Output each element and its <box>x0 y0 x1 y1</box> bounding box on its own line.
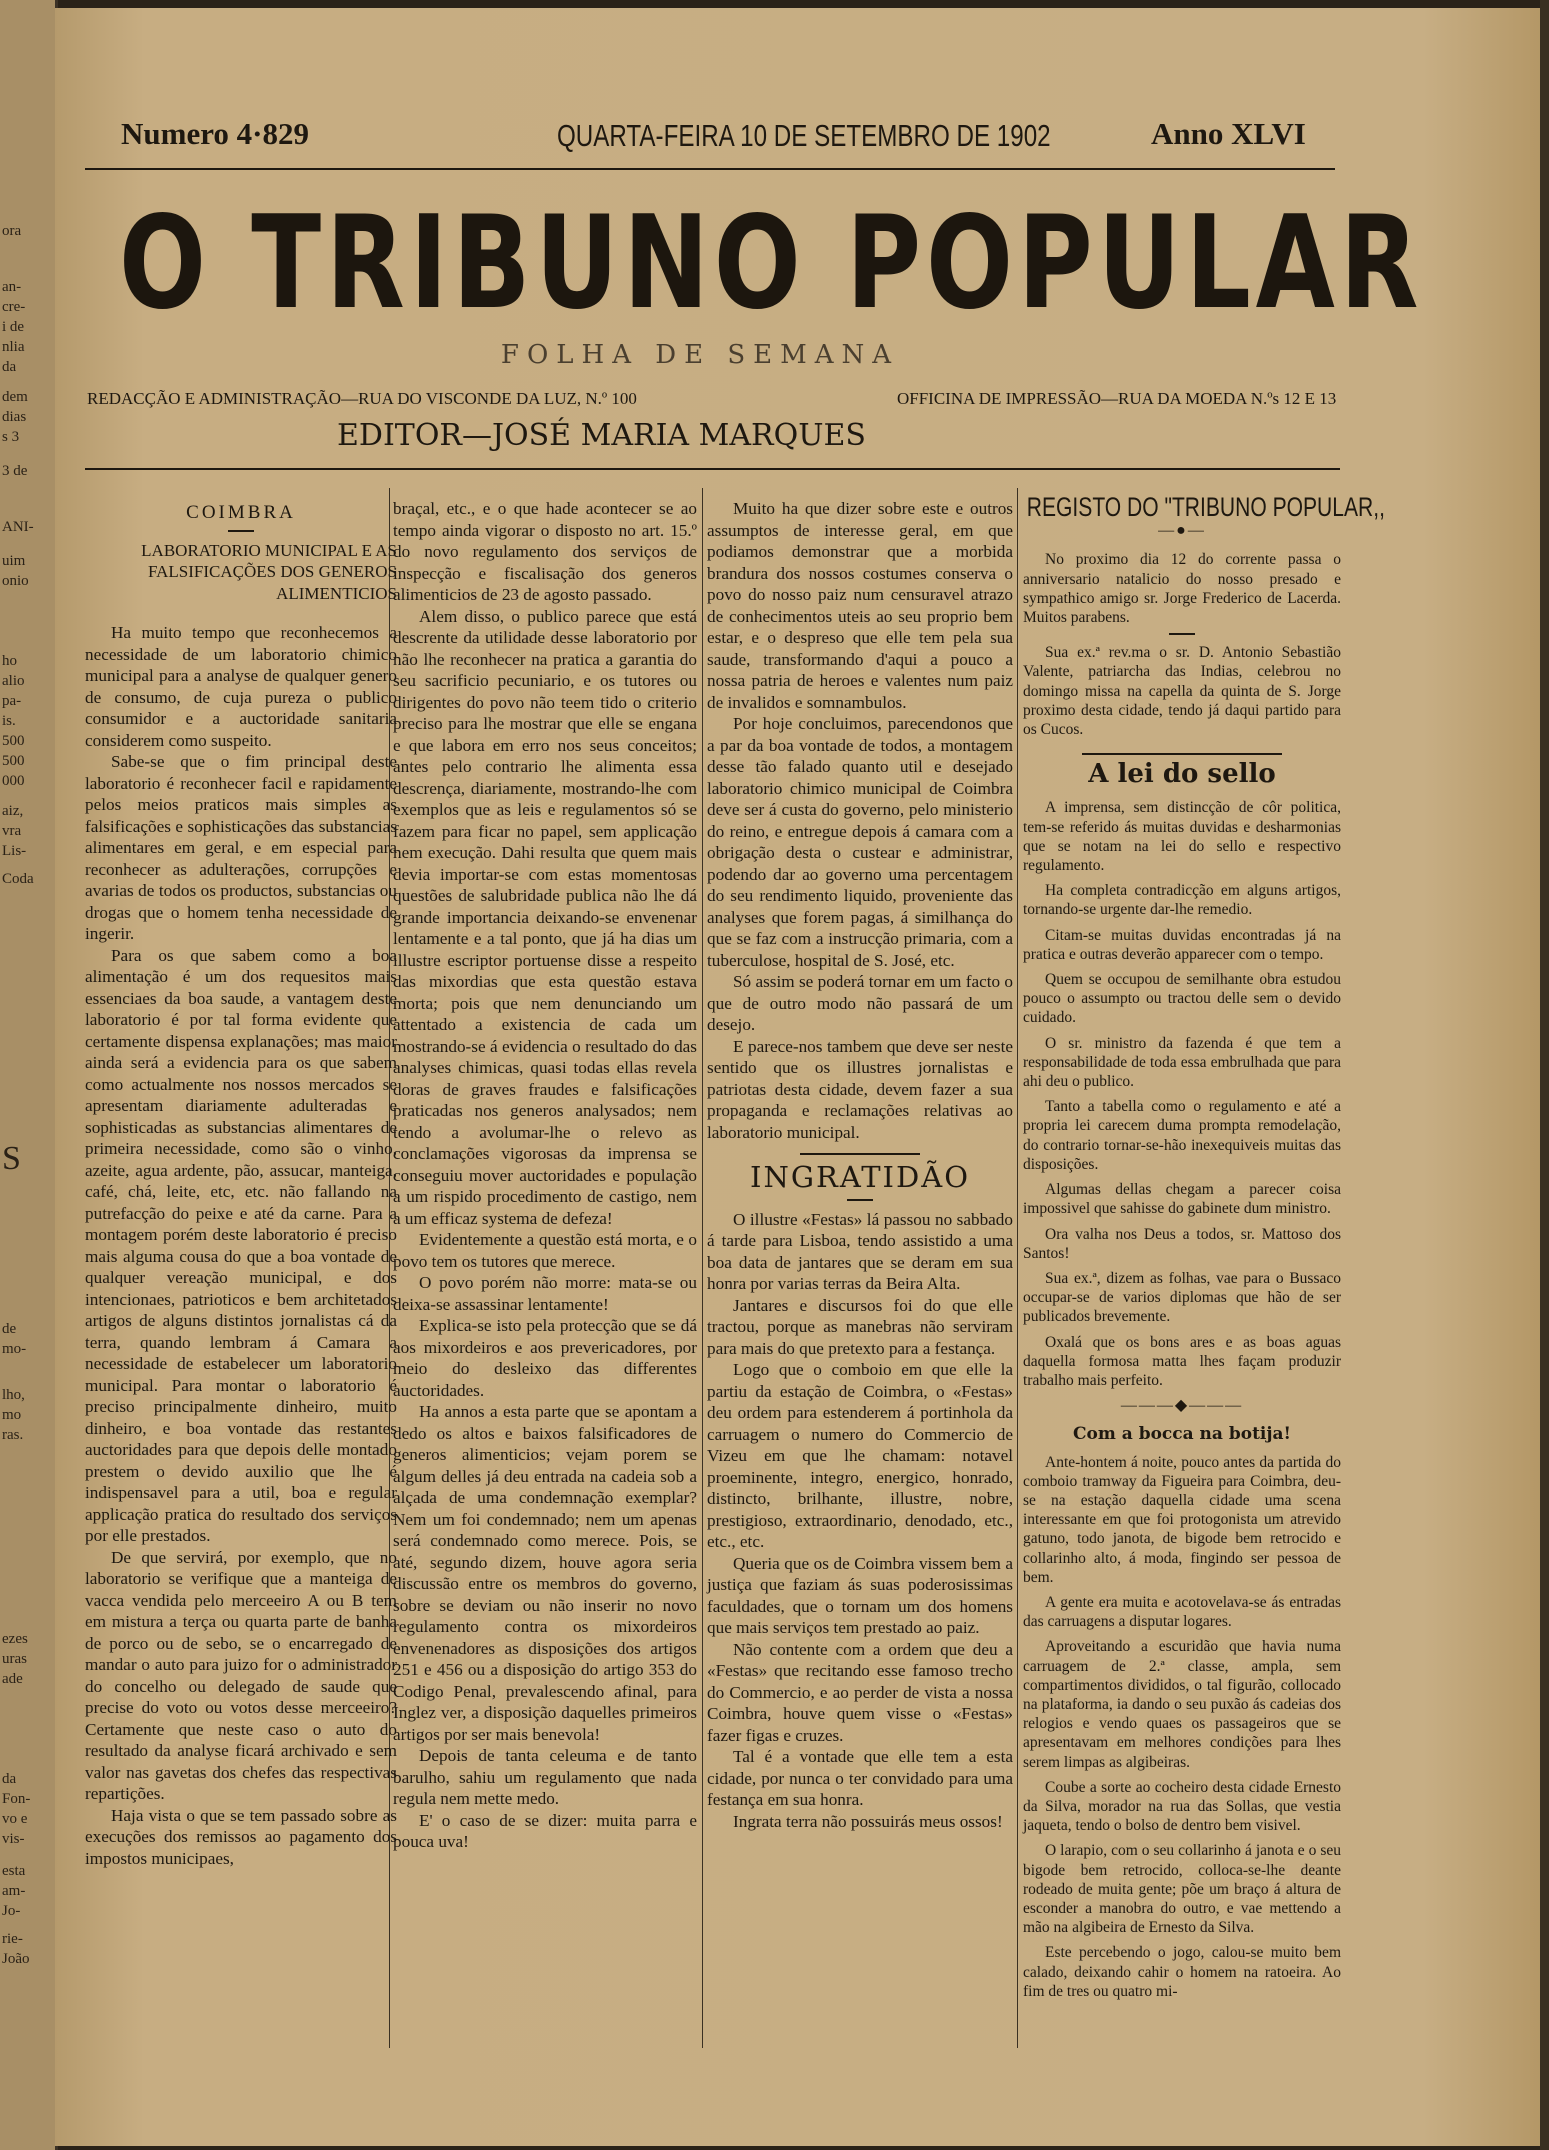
paragraph: E' o caso de se dizer: muita parra e pouca uva! <box>393 1810 697 1851</box>
margin-fragment: am- <box>2 1883 26 1899</box>
margin-fragment: 3 de <box>2 463 28 479</box>
paragraph: Ora valha nos Deus a todos, sr. Mattoso dos Santos! <box>1023 1225 1341 1262</box>
divider <box>847 1199 873 1201</box>
paragraph: Aproveitando a escuridão que havia numa carruagem de 2.ª classe, ampla, sem compartimentos divididos, o tal figurão, collocado na plataforma, ia dando o seu puxão ás cadeias dos relogios e vendo quaes os passageiros que se apresentavam em melhores condições para lhes serem limpas as algibeiras. <box>1023 1638 1341 1771</box>
paragraph: O sr. ministro da fazenda é que tem a responsabilidade de toda essa embrulhada que para ahi deu o publico. <box>1023 1034 1341 1091</box>
note: No proximo dia 12 do corrente passa o anniversario natalicio do nosso presado e sympathico amigo sr. Jorge Frederico de Lacerda. Muitos parabens. <box>1023 551 1341 627</box>
masthead-bottom-rule <box>85 468 1340 470</box>
paragraph: Para os que sabem como a boa alimentação é um dos requesitos mais essenciaes da boa saude, a vantagem deste laboratorio é por tal forma evidente que certamente dispensa explanações; mas maior ainda será a evidencia para os que sabem como actualmente nos nossos mercados se apresentam diariamente adulteradas e sophisticadas as substancias alimentares de primeira necessidade, como são o vinho, azeite, agua ardente, pão, assucar, manteiga, café, chá, leite, etc, etc. não fallando na putrefacção do peixe e até da carne. Para a montagem porém deste laboratorio é preciso mais alguma cousa do que a boa vontade de qualquer vereação municipal, e dos intencionaes, patrioticos e bem architetados artigos de alguns distintos jornalistas cá da terra, quando lembram á Camara a necessidade de estabelecer um laboratorio municipal. Para montar o laboratorio é preciso principalmente dinheiro, muito dinheiro, e boa vontade das restantes auctoridades para que depois delle montado prestem o devido auxilio que lhe é indispensavel para a util, boa e regular applicação pratica do resultado dos serviços por elle prestados. <box>85 945 397 1545</box>
margin-fragment: da <box>2 1771 17 1787</box>
paragraph: Haja vista o que se tem passado sobre as execuções dos remissos ao pagamento dos impostos municipaes, <box>85 1805 397 1868</box>
paragraph: A imprensa, sem distincção de côr politica, tem-se referido ás muitas duvidas e desharmonias que se notam na lei do sello e respectivo regulamento. <box>1023 799 1341 875</box>
margin-fragment: ezes <box>2 1631 28 1647</box>
margin-fragment: mo <box>2 1407 22 1423</box>
margin-fragment: ras. <box>2 1427 24 1443</box>
paragraph: Algumas dellas chegam a parecer coisa impossivel que sahisse do gabinete dum ministro. <box>1023 1181 1341 1218</box>
ornament-divider: —●— <box>1158 522 1206 540</box>
paragraph: O povo porém não morre: mata-se ou deixa-se assassinar lentamente! <box>393 1273 697 1314</box>
paragraph: Muito ha que dizer sobre este e outros assumptos de interesse geral, em que podiamos demonstrar que a morbida brandura dos nossos costumes conserva o povo do nosso paiz num censuravel atrazo de conhecimentos uteis ao seu proprio bem estar, e o despreso que elle tem pela sua saude, transformando d'aqui a pouco a nossa patria de heroes e valentes num paiz de invalidos e somnambulos. <box>707 499 1013 712</box>
paragraph: Alem disso, o publico parece que está descrente da utilidade desse laboratorio por não lhe reconhecer na pratica a garantia do seu sacrificio pecuniario, e os tutores ou dirigentes do povo não teem tido o criterio preciso para lhe mostrar que elle se engana e que labora em erro nos seus conceitos; antes pelo contrario lhe alimenta essa descrença, diariamente, mostrando-lhe com exemplos que as leis e regulamentos só se fazem para ficar no papel, sem applicação nem execução. Dahi resulta que quem mais devia importar-se com estas momentosas questões de salubridade publica não lhe dá grande importancia deixando-se envenenar lentamente e a tal ponto, que já ha dias um illustre escriptor portuense disse a respeito das mixordias que esta questão estava morta; pois que nem denunciando um attentado a existencia de cada um mostrando-se á evidencia o resultado do das analyses chimicas, quasi todas ellas revela doras de graves fraudes e falsificações praticadas nos generos analysados; nem tendo a avolumar-lhe o relevo as conclamações vigorosas da imprensa se conseguiu mover auctoridades e população a um rispido procedimento de castigo, nem a um efficaz systema de defeza! <box>393 606 697 1228</box>
divider <box>1082 753 1282 755</box>
paragraph: Oxalá que os bons ares e as boas aguas daquella formosa matta lhes façam produzir trabalho mais perfeito. <box>1023 1333 1341 1389</box>
margin-fragment: 000 <box>2 773 25 789</box>
paragraph: Evidentemente a questão está morta, e o povo tem os tutores que merece. <box>393 1230 697 1271</box>
paragraph: Coube a sorte ao cocheiro desta cidade Ernesto da Silva, morador na rua das Sollas, que vestia jaqueta, tendo o bolso de dentro bem visivel. <box>1023 1778 1341 1835</box>
margin-fragment: dias <box>2 409 27 425</box>
divider <box>800 1153 920 1155</box>
article-heading: INGRATIDÃO <box>750 1160 970 1194</box>
paragraph: Sua ex.ª, dizem as folhas, vae para o Bussaco occupar-se de varios diplomas que hão de ser publicados brevemente. <box>1023 1269 1341 1326</box>
previous-page-margin <box>0 0 55 2150</box>
margin-fragment: alio <box>2 673 25 689</box>
paragraph: O larapio, com o seu collarinho á janota e o seu bigode bem retrocido, colloca-se-lhe deante rodeado de muita gente; põe um braço á altura de esconder a manobra do outro, e vae mettendo a mão na algibeira de Ernesto da Silva. <box>1023 1842 1341 1937</box>
column-4 <box>1023 492 1385 2007</box>
margin-fragment: an- <box>2 279 22 295</box>
paragraph: A gente era muita e acotovelava-se ás entradas das carruagens a disputar logares. <box>1023 1593 1341 1631</box>
margin-fragment: mo- <box>2 1341 27 1357</box>
issue-year: Anno XLVI <box>1151 116 1306 151</box>
margin-fragment: Lis- <box>2 843 27 859</box>
paragraph: Não contente com a ordem que deu a «Festas» que recitando esse famoso trecho do Commercio, e ao perder de vista a nossa Coimbra, houve quem visse o «Festas» fazer figas e cruzes. <box>707 1639 1013 1745</box>
article-heading: A lei do sello <box>1088 759 1276 790</box>
paragraph: Ingrata terra não possuirás meus ossos! <box>733 1811 1003 1831</box>
paragraph: Ha completa contradicção em alguns artigos, tornando-se urgente dar-lhe remedio. <box>1023 882 1341 919</box>
divider <box>228 530 254 532</box>
margin-fragment: dem <box>2 389 28 405</box>
paragraph: Citam-se muitas duvidas encontradas já na pratica e outras deverão apparecer com o tempo. <box>1023 926 1341 963</box>
margin-fragment: cre- <box>2 299 26 315</box>
margin-fragment: vra <box>2 823 22 839</box>
column-1 <box>85 498 397 1869</box>
margin-fragment: nlia <box>2 339 25 355</box>
margin-fragment: uras <box>2 1651 27 1667</box>
paragraph: E parece-nos tambem que deve ser neste sentido que os illustres jornalistas e patriotas desta cidade, devem fazer a sua propaganda e reclamações relativas ao laboratorio municipal. <box>707 1036 1013 1142</box>
paragraph: Tal é a vontade que elle tem a esta cidade, por nunca o ter convidado para uma festança em sua honra. <box>707 1747 1013 1809</box>
section-heading: COIMBRA <box>186 502 296 523</box>
newspaper-subtitle: FOLHA DE SEMANA <box>500 340 900 370</box>
margin-fragment: ho <box>2 653 17 669</box>
article-subheading: LABORATORIO MUNICIPAL E AS FALSIFICAÇÕES DOS GENEROS ALIMENTICIOS <box>141 540 397 603</box>
margin-fragment: rie- <box>2 1931 23 1947</box>
note: Sua ex.ª rev.ma o sr. D. Antonio Sebastião Valente, patriarcha das Indias, celebrou no domingo missa na capella da quinta de S. Jorge proximo desta cidade, tendo já daqui partido para os Cucos. <box>1023 644 1341 739</box>
margin-fragment: is. <box>2 713 16 729</box>
article-heading: Com a bocca na botija! <box>1072 1424 1292 1445</box>
column-3 <box>707 498 1013 1832</box>
column-divider <box>1017 488 1018 2048</box>
paragraph: O illustre «Festas» lá passou no sabbado á tarde para Lisboa, tendo assistido a uma boa data de jantares que se deram em sua honra por varias terras da Beira Alta. <box>707 1209 1013 1293</box>
newspaper-title: O TRIBUNO POPULAR <box>119 189 1424 338</box>
margin-fragment: S <box>2 1140 21 1177</box>
paragraph: Quem se occupou de semilhante obra estudou pouco o assumpto ou tractou delle sem o devido cuidado. <box>1023 971 1341 1027</box>
margin-fragment: i de <box>2 319 25 335</box>
paragraph: Por hoje concluimos, parecendonos que a par da boa vontade de todos, a montagem desse tão falado quanto util e desejado laboratorio chimico municipal de Coimbra deve ser á custa do governo, pelo ministerio do reino, e entregue depois á camara com a obrigação desta o custear e administrar, podendo dar ao governo uma percentagem do seu rendimento liquido, proveniente das analyses que forem pagas, á similhança do que se faz com a instrucção primaria, com a tuberculose, hospital de S. José, etc. <box>707 714 1013 970</box>
paragraph: Ha muito tempo que reconhecemos a necessidade de um laboratorio chimico municipal para a analyse de qualquer genero de consumo, de cuja pureza o publico consumidor e a auctoridade sanitaria considerem como suspeito. <box>85 623 397 750</box>
margin-fragment: de <box>2 1321 17 1337</box>
margin-fragment: lho, <box>2 1387 25 1403</box>
margin-fragment: esta <box>2 1863 26 1879</box>
margin-fragment: vo e <box>2 1811 28 1827</box>
margin-fragment: ora <box>2 223 22 239</box>
paragraph: Este percebendo o jogo, calou-se muito bem calado, deixando cahir o homem na ratoeira. Ao fim de tres ou quatro mi- <box>1023 1944 1341 2000</box>
paragraph: Depois de tanta celeuma e de tanto barulho, sahiu um regulamento que nada regula nem mette medo. <box>393 1746 697 1808</box>
divider <box>1169 633 1195 635</box>
margin-fragment: aiz, <box>2 803 24 819</box>
column-divider <box>702 488 703 2048</box>
margin-fragment: Coda <box>2 871 34 887</box>
margin-fragment: onio <box>2 573 29 589</box>
editor-line: EDITOR—JOSÉ MARIA MARQUES <box>337 418 866 453</box>
column-2 <box>393 498 697 1853</box>
margin-fragment: 500 <box>2 753 25 769</box>
paragraph: Queria que os de Coimbra vissem bem a justiça que faziam ás suas poderosissimas faculdades, que o tornam um dos homens que mais serviços tem prestado ao paiz. <box>707 1553 1013 1637</box>
masthead-top-rule <box>85 168 1335 170</box>
paragraph: Jantares e discursos foi do que elle tractou, porque as manebras não serviram para mais do que pretexto para a festança. <box>707 1295 1013 1358</box>
paragraph: braçal, etc., e o que hade acontecer se ao tempo ainda vigorar o disposto no art. 15.º do novo regulamento dos serviços de inspecção e fiscalisação dos generos alimenticios de 23 de agosto passado. <box>393 499 697 604</box>
margin-fragment: ANI- <box>2 519 34 535</box>
margin-fragment: s 3 <box>2 429 20 445</box>
margin-fragment: da <box>2 359 17 375</box>
paragraph: Tanto a tabella como o regulamento e até a propria lei carecem duma prompta remodelação, do contrario tornar-se-hão inexequiveis muitas das disposições. <box>1023 1098 1341 1173</box>
margin-fragment: João <box>2 1951 30 1967</box>
address-left: REDACÇÃO E ADMINISTRAÇÃO—RUA DO VISCONDE DA LUZ, N.º 100 <box>87 389 637 408</box>
margin-fragment: uim <box>2 553 26 569</box>
address-right: OFFICINA DE IMPRESSÃO—RUA DA MOEDA N.ºs 12 E 13 <box>897 389 1337 408</box>
paragraph: Explica-se isto pela protecção que se dá aos mixordeiros e aos prevericadores, por meio do desleixo das differentes auctoridades. <box>393 1316 697 1400</box>
margin-fragment: Jo- <box>2 1903 21 1919</box>
ornament-divider: ———◆——— <box>1120 1397 1244 1415</box>
margin-fragment: pa- <box>2 693 22 709</box>
paragraph: Ante-hontem á noite, pouco antes da partida do comboio tramway da Figueira para Coimbra, deu-se na estação daquella cidade uma scena interessante em que foi protogonista um atrevido gatuno, todo janota, de bigode bem retrocido e collarinho alto, á moda, fingindo ser pessoa de bem. <box>1023 1453 1341 1586</box>
issue-number: Numero 4·829 <box>121 116 309 151</box>
right-page-edge <box>1540 0 1549 2150</box>
paragraph: Sabe-se que o fim principal deste laboratorio é reconhecer facil e rapidamente pelos meios praticos mais simples as falsificações e sophisticações das substancias alimentares em geral, e em especial para reconhecer as adulterações, corrupções e avarias de todos os productos, substancias ou drogas que o homem tenha necessidade de ingerir. <box>85 752 397 943</box>
paragraph: Só assim se poderá tornar em um facto o que de outro modo não passará de um desejo. <box>707 972 1013 1034</box>
paragraph: Ha annos a esta parte que se apontam a dedo os altos e baixos falsificadores de generos alimenticios; vejam porem se algum delles já deu entrada na cadeia sob a alçada de uma condemnação exemplar? Nem um foi condemnado; nem um apenas será condemnado como merece. Pois, se até, segundo dizem, houve agora seria discussão entre os membros do governo, sobre se deviam ou não inserir no novo regulamento contra os mixordeiros envenenadores as disposições dos artigos 251 e 456 ou a disposição do artigo 353 do Codigo Penal, prevalescendo afinal, para Inglez ver, a disposição daquelles primeiros artigos por ser mais benevola! <box>393 1402 697 1744</box>
register-heading: REGISTO DO "TRIBUNO POPULAR,, <box>1026 492 1385 522</box>
margin-fragment: Fon- <box>2 1791 31 1807</box>
issue-date: QUARTA-FEIRA 10 DE SETEMBRO DE 1902 <box>557 118 1051 153</box>
margin-fragment: 500 <box>2 733 25 749</box>
newspaper-page <box>55 8 1542 2146</box>
margin-fragment: vis- <box>2 1831 25 1847</box>
margin-fragment: ade <box>2 1671 23 1687</box>
paragraph: De que servirá, por exemplo, que no laboratorio se verifique que a manteiga de vacca vendida pelo merceeiro A ou B tem em mistura a terça ou quarta parte de banha de porco ou de sebo, se o encarregado de mandar o auto para juizo for o administrador do concelho ou delegado de saude que precise do voto ou votos desse merceeiro? Certamente que neste caso o auto do resultado da analyse ficará archivado e sem valor nas gavetas dos chefes das respectivas repartições. <box>85 1547 397 1803</box>
paragraph: Logo que o comboio em que elle la partiu da estação de Coimbra, o «Festas» deu ordem para estenderem á portinhola da carruagem o numero do Commercio de Vizeu em que lhe chamam: notavel proeminente, integro, energico, honrado, distincto, brilhante, illustre, nobre, prestigioso, extraordinario, denodado, etc., etc., etc. <box>707 1360 1013 1551</box>
